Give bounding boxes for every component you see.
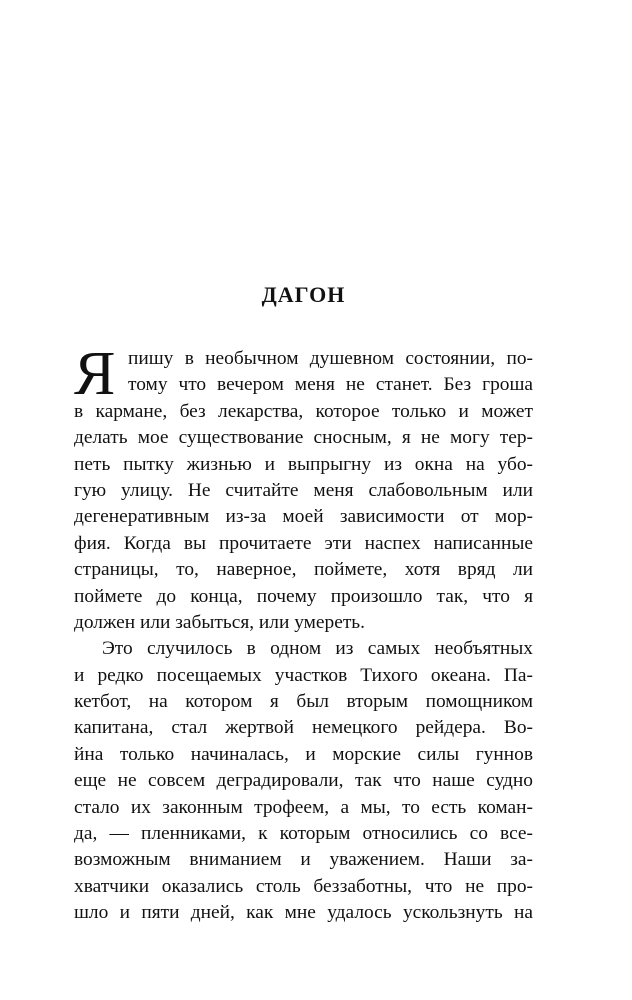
text-line: тому что вечером меня не станет. Без гроша — [128, 374, 533, 396]
text-line: петь пытку жизнью и выпрыгну из окна на убо- — [74, 453, 533, 475]
text-line: да, — пленниками, к которым относились со все- — [74, 823, 533, 845]
text-line: капитана, стал жертвой немецкого рейдера. Во- — [74, 717, 533, 739]
text-line: кетбот, на котором я был вторым помощником — [74, 691, 533, 713]
text-line: страницы, то, наверное, поймете, хотя вряд ли — [74, 559, 533, 581]
book-page — [74, 0, 533, 1000]
text-line: Это случилось в одном из самых необъятных — [102, 638, 533, 660]
text-line: еще не совсем деградировали, так что наше судно — [74, 770, 533, 792]
text-line: поймете до конца, почему произошло так, что я — [74, 585, 533, 607]
chapter-title: ДАГОН — [261, 282, 346, 307]
text-line: должен или забыться, или умереть. — [74, 611, 365, 633]
text-line: делать мое существование сносным, я не могу тер- — [74, 427, 533, 449]
drop-cap: Я — [74, 340, 116, 408]
text-line: хватчики оказались столь беззаботны, что не про- — [74, 875, 533, 897]
text-line: стало их законным трофеем, а мы, то есть коман- — [74, 796, 533, 818]
text-line: гую улицу. Не считайте меня слабовольным или — [74, 479, 533, 501]
text-line: и редко посещаемых участков Тихого океана. Па- — [74, 664, 533, 686]
text-line: возможным вниманием и уважением. Наши за- — [74, 849, 533, 871]
text-line: дегенеративным из-за моей зависимости от мор- — [74, 506, 533, 528]
text-line: шло и пяти дней, как мне удалось ускользнуть на — [74, 902, 533, 924]
text-line: фия. Когда вы прочитаете эти наспех написанные — [74, 532, 533, 554]
body-text — [74, 340, 533, 927]
text-line: пишу в необычном душевном состоянии, по- — [128, 348, 533, 369]
text-line: в кармане, без лекарства, которое только и может — [74, 400, 533, 422]
text-line: йна только начиналась, и морские силы гуннов — [74, 743, 533, 765]
